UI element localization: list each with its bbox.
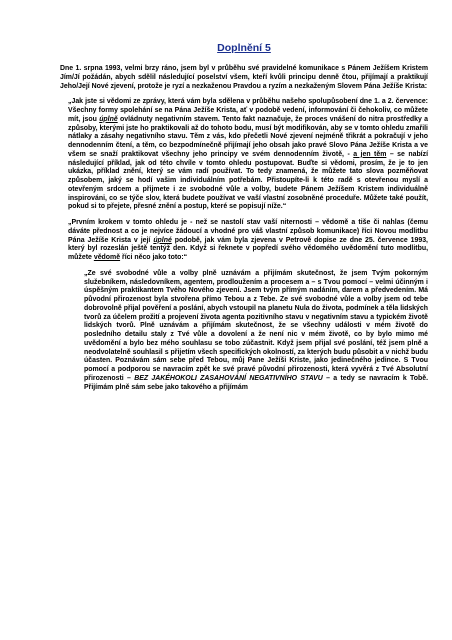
- text-run: říci něco jako toto:“: [120, 254, 188, 261]
- emphasis-text: a jen těm: [353, 150, 387, 158]
- text-run: ovládnuty negativním stavem. Tento fakt naznačuje, že proces vnášení do nitra prostředky a způsoby, kterými jste ho praktikovali až do tohoto bodu, musí být modifikován, aby se v tomto ohledu zmařili nátlaky a zásahy negativního stavu. Těm z vás, kdo přečetli Nové zjevení nejméně třikrát a pokračují v jeho dennodenním čtení, a těm, co bezpodmínečně přijímají jeho obsah jako pravé Slovo Pána Ježíše Krista a ve všem se snaží praktikovat všechny jeho principy ve svém dennodenním životě, -: [68, 115, 429, 158]
- text-run: „Jak jste si vědomi ze zprávy, která vám byla sdělena v průběhu našeho spolupůsobení dne 1. a 2. července: Všechny formy spolehání se na Pána Ježíše Krista, ať v podobě vedení, informování či čehokoliv, co můžete mít, jsou: [68, 98, 428, 123]
- text-run: – a tedy se navracím k Tobě. Přijímám plně sám sebe jako takového a přijímám: [84, 374, 428, 391]
- prayer-paragraph: [84, 270, 428, 393]
- text-run: „Ze své svobodné vůle a volby plně uznávám a přijímám skutečnost, že jsem Tvým pokorným služebníkem, následovníkem, agentem, prodloužením a procesem a – s Tvou pomocí – velmi účinným i úspěšným praktikantem Tvého Nového zjevení. Jsem tvým přímým nadáním, darem a předvedením. Má původní přirozenost byla stvořena přímo Tebou a z Tebe. Ze své svobodné vůle a volby jsem od tebe dobrovolně přijal pověření a poslání, abych vstoupil na planetu Nula do života, podmínek a těla lidských tvorů za účelem prožití a projevení života agenta pozitivního stavu v negativním stavu a typickém životě lidských tvorů. Plně uznávám a přijímám skutečnost, že se všechny události v mém životě do posledního detailu staly z Tvé vůle a dovolení a že není nic v mém životě, co by bylo mimo mé uvědomění a bylo bez mého souhlasu se tobo zúčastnit. Když jsem přijal své poslání, též jsem plně a neodvolatelně souhlasil s přijetím všech specifických okolností, za kterých budu působit a v nichž budu účasten. Poznávám sám sebe před Tebou, můj Pane Ježíši Kriste, jako jedinečného jedince. S Tvou pomocí a podporou se navracím zpět ke své pravé původní přirozenosti, která vyvěrá z Tvé Absolutní přirozenosti –: [84, 269, 428, 382]
- text-run: – se nabízí následující příklad, jak od této chvíle v tomto ohledu postupovat. Buďte si vědomi, prosím, že je to jen ukázka, příklad znění, který se vám radí používat. To tedy znamená, že můžete tato slova pozměňovat způsobem, jaký se hodí vašim individuálním potřebám. Přistoupíte-li k této radě s otevřenou myslí a otevřeným srdcem a přijmete i ze svobodné vůle a volby, budete Pánem Ježíšem Kristem individuálně inspirováni, co se týče slov, která budete používat ve vaší vlastní zosobněné proceduře. Můžete také použít, pokud si to přejete, přesné znění a postup, které se popisují níže.“: [68, 150, 429, 211]
- emphasis-text: vědomě: [93, 254, 121, 261]
- quote-paragraph-1: [68, 98, 428, 212]
- intro-paragraph: Dne 1. srpna 1993, velmi brzy ráno, jsem byl v průběhu své pravidelné komunikace s Pánem Ježíšem Kristem Jím/Jí požádán, abych sdělil následující poselství všem, kteří kvůli principu denně čtou, přijímají a praktikují Jeho/Její Nové zjevení, protože je ryzí a nezkaženou Pravdou a ryzím a nezkaženým Slovem Pána Ježíše Krista:: [60, 65, 428, 90]
- emphasis-text: BEZ JAKÉHOKOLI ZASAHOVÁNÍ NEGATIVNÍHO STAVU: [134, 374, 323, 382]
- emphasis-text: úplné: [153, 236, 172, 244]
- document-title: Doplnění 5: [217, 42, 271, 54]
- text-run: „Prvním krokem v tomto ohledu je - než se nastolí stav vaší niternosti – vědomě a tiše či nahlas (čemu dáváte přednost a co je nejvíce žádoucí a vhodné pro váš vlastní způsob komunikace) říci Novou modlitbu Pána Ježíše Krista v její: [68, 219, 428, 244]
- text-run: podobě, jak vám byla zjevena v Petrově dopise ze dne 25. července 1993, který byl rozeslán ještě tentýž den. Když si řeknete v popředí svého vědomého uvědomění tuto modlitbu, můžete: [68, 236, 428, 261]
- quote-paragraph-2: [68, 219, 428, 263]
- emphasis-text: úplně: [99, 115, 118, 123]
